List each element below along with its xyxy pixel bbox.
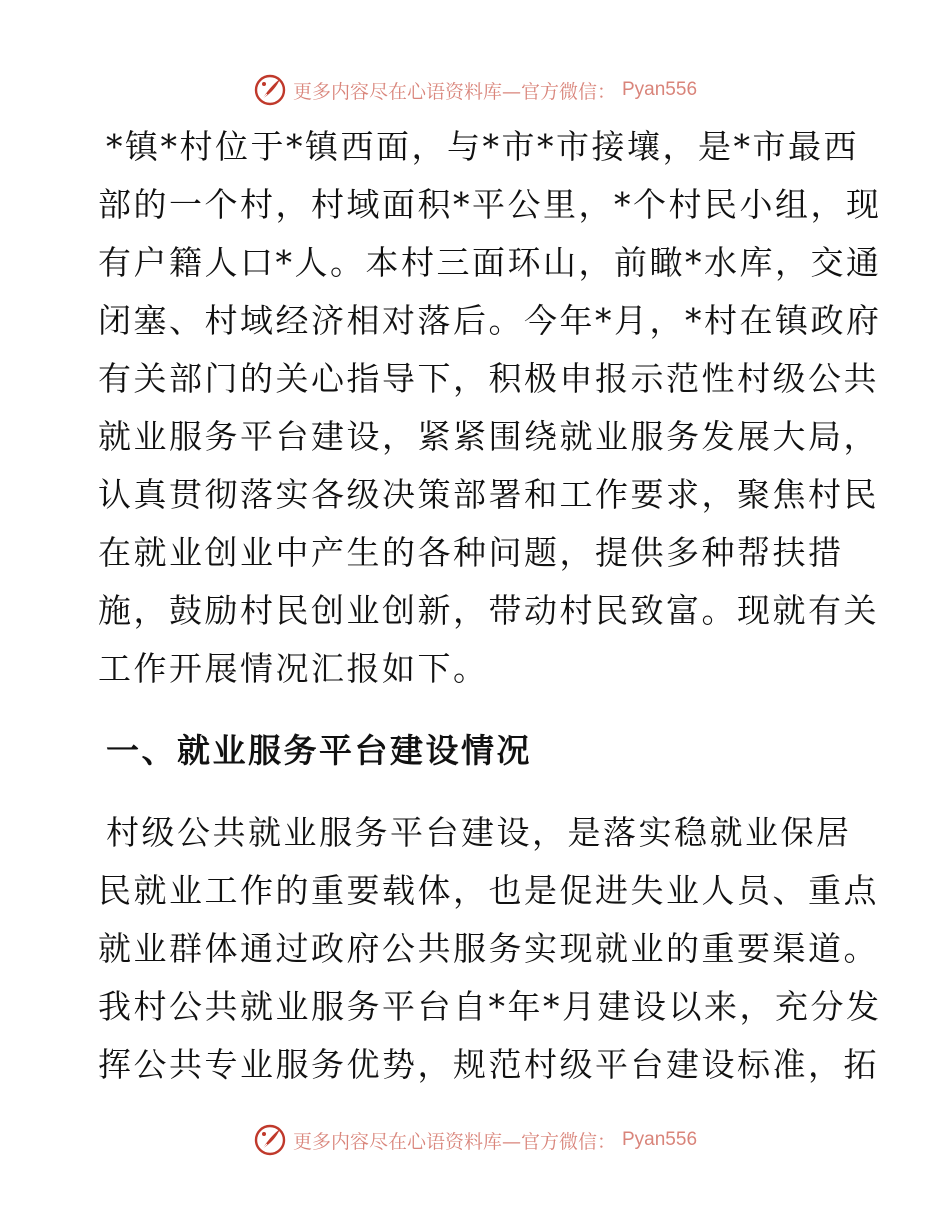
text-line: 有关部门的关心指导下，积极申报示范性村级公共: [98, 359, 879, 398]
text-line: 闭塞、村域经济相对落后。今年*月，*村在镇政府: [98, 301, 882, 340]
footer-banner: [0, 1120, 950, 1160]
document-body: [98, 118, 882, 1094]
text-line: 部的一个村，村域面积*平公里，*个村民小组，现: [98, 185, 882, 224]
text-line: *镇*村位于*镇西面，与*市*市接壤，是*市最西: [106, 127, 859, 166]
text-line: 认真贯彻落实各级决策部署和工作要求，聚焦村民: [98, 475, 879, 514]
header-banner: [0, 70, 950, 110]
text-line: 在就业创业中产生的各种问题，提供多种帮扶措: [98, 533, 844, 572]
intro-paragraph: [98, 118, 882, 698]
banner-text: 更多内容尽在心语资料库—官方微信：: [292, 80, 616, 103]
text-line: 就业群体通过政府公共服务实现就业的重要渠道。: [98, 929, 879, 968]
quill-logo-icon: [253, 1123, 287, 1157]
text-line: 我村公共就业服务平台自*年*月建设以来，充分发: [98, 987, 882, 1026]
text-line: 就业服务平台建设，紧紧围绕就业服务发展大局，: [98, 417, 879, 456]
wechat-id: Pyan556: [622, 1129, 698, 1150]
quill-logo-icon: [253, 73, 287, 107]
text-line: 有户籍人口*人。本村三面环山，前瞰*水库，交通: [98, 243, 882, 282]
text-line: 民就业工作的重要载体，也是促进失业人员、重点: [98, 871, 879, 910]
section-heading-text: 一、就业服务平台建设情况: [106, 731, 532, 770]
text-line: 工作开展情况汇报如下。: [98, 649, 489, 688]
section-heading: [98, 722, 858, 780]
platform-paragraph: [98, 804, 882, 1094]
wechat-id: Pyan556: [622, 79, 698, 100]
text-line: 村级公共就业服务平台建设，是落实稳就业保居: [106, 813, 852, 852]
banner-text: 更多内容尽在心语资料库—官方微信：: [292, 1130, 616, 1153]
text-line: 挥公共专业服务优势，规范村级平台建设标准，拓: [98, 1045, 879, 1084]
text-line: 施，鼓励村民创业创新，带动村民致富。现就有关: [98, 591, 879, 630]
